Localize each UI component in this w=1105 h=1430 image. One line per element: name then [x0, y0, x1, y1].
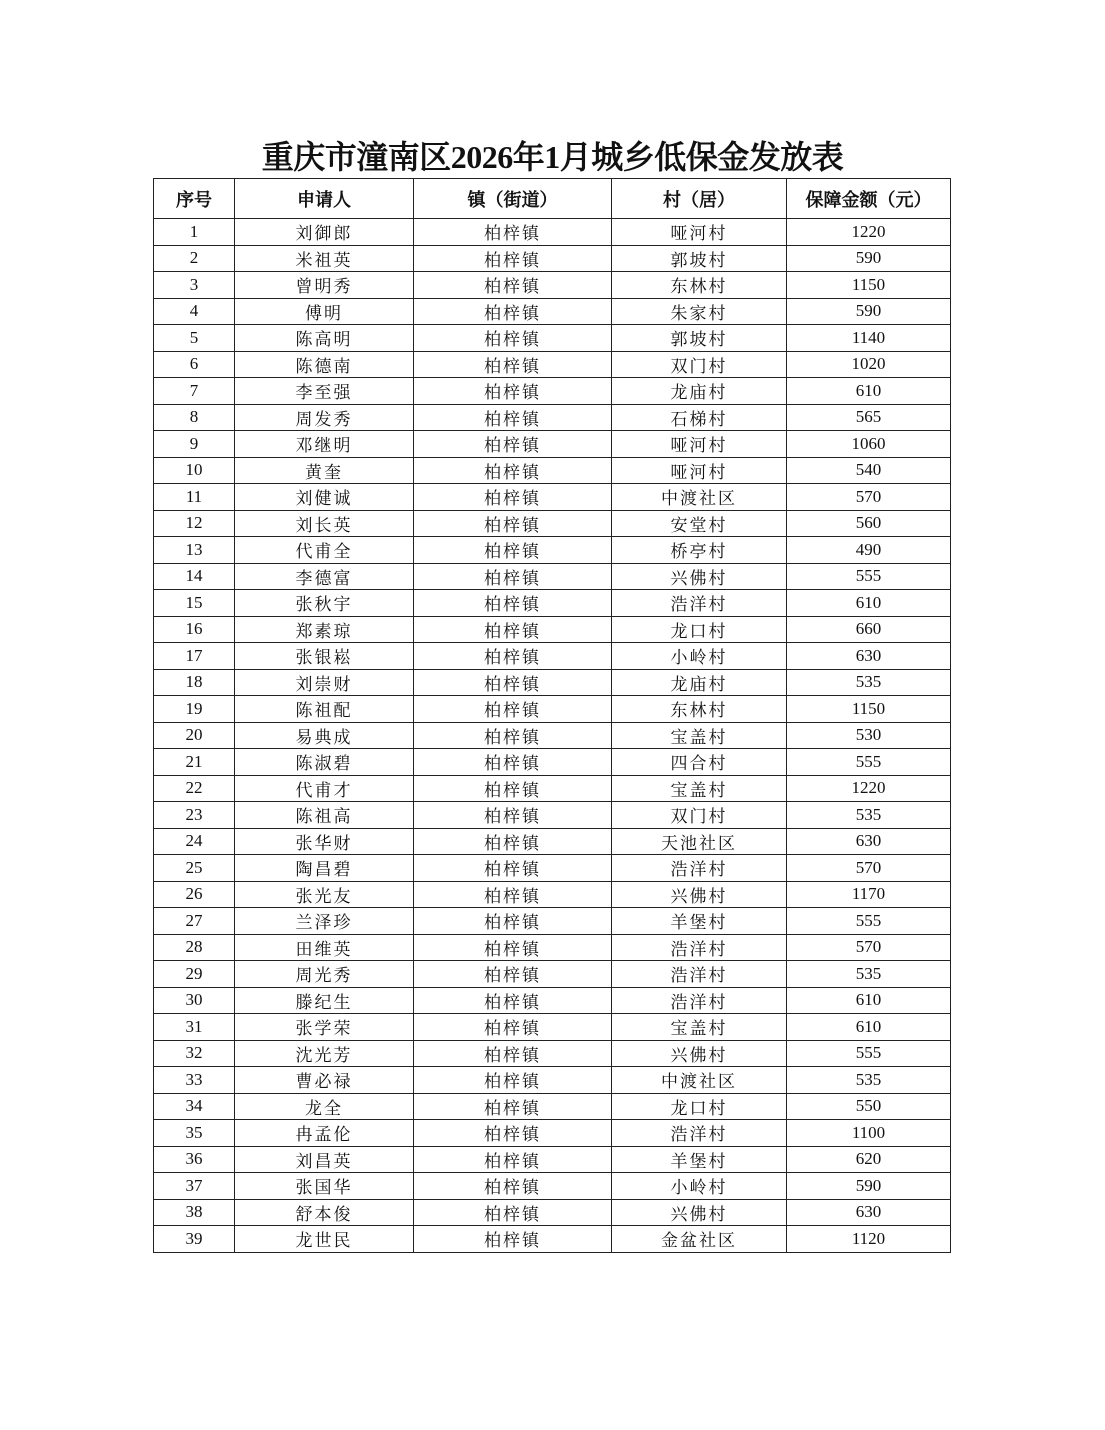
- cell-village: 哑河村: [612, 431, 787, 458]
- cell-village: 双门村: [612, 351, 787, 378]
- cell-index: 16: [154, 616, 235, 643]
- table-row: [154, 1093, 951, 1120]
- cell-index: 18: [154, 669, 235, 696]
- table-row: [154, 537, 951, 564]
- cell-town: 柏梓镇: [414, 431, 612, 458]
- cell-village: 哑河村: [612, 219, 787, 246]
- cell-applicant: 黄奎: [235, 457, 414, 484]
- cell-applicant: 郑素琼: [235, 616, 414, 643]
- cell-village: 浩洋村: [612, 961, 787, 988]
- cell-town: 柏梓镇: [414, 1120, 612, 1147]
- cell-applicant: 傅明: [235, 298, 414, 325]
- cell-applicant: 米祖英: [235, 245, 414, 272]
- cell-amount: 555: [787, 908, 951, 935]
- cell-applicant: 陶昌碧: [235, 855, 414, 882]
- cell-amount: 555: [787, 1040, 951, 1067]
- table-row: [154, 616, 951, 643]
- cell-amount: 535: [787, 802, 951, 829]
- cell-town: 柏梓镇: [414, 298, 612, 325]
- cell-amount: 1150: [787, 696, 951, 723]
- table-row: [154, 590, 951, 617]
- cell-index: 38: [154, 1199, 235, 1226]
- table-row: [154, 378, 951, 405]
- cell-applicant: 舒本俊: [235, 1199, 414, 1226]
- table-row: [154, 828, 951, 855]
- cell-amount: 490: [787, 537, 951, 564]
- table-row: [154, 855, 951, 882]
- cell-index: 12: [154, 510, 235, 537]
- cell-index: 26: [154, 881, 235, 908]
- cell-amount: 570: [787, 855, 951, 882]
- cell-applicant: 兰泽珍: [235, 908, 414, 935]
- cell-town: 柏梓镇: [414, 749, 612, 776]
- cell-town: 柏梓镇: [414, 537, 612, 564]
- cell-amount: 555: [787, 749, 951, 776]
- cell-index: 5: [154, 325, 235, 352]
- cell-amount: 630: [787, 643, 951, 670]
- cell-applicant: 张国华: [235, 1173, 414, 1200]
- cell-index: 9: [154, 431, 235, 458]
- cell-applicant: 冉孟伦: [235, 1120, 414, 1147]
- cell-town: 柏梓镇: [414, 325, 612, 352]
- cell-amount: 540: [787, 457, 951, 484]
- table-row: [154, 484, 951, 511]
- header-amount: 保障金额（元）: [787, 179, 951, 219]
- table-row: [154, 669, 951, 696]
- cell-applicant: 曾明秀: [235, 272, 414, 299]
- table-row: [154, 1040, 951, 1067]
- table-row: [154, 802, 951, 829]
- cell-amount: 570: [787, 484, 951, 511]
- table-body: [154, 219, 951, 1253]
- document-title: 重庆市潼南区2026年1月城乡低保金发放表: [261, 139, 844, 175]
- cell-village: 金盆社区: [612, 1226, 787, 1253]
- cell-index: 4: [154, 298, 235, 325]
- cell-village: 小岭村: [612, 1173, 787, 1200]
- cell-amount: 530: [787, 722, 951, 749]
- cell-applicant: 易典成: [235, 722, 414, 749]
- cell-town: 柏梓镇: [414, 245, 612, 272]
- cell-village: 浩洋村: [612, 1120, 787, 1147]
- cell-town: 柏梓镇: [414, 590, 612, 617]
- cell-applicant: 周光秀: [235, 961, 414, 988]
- cell-town: 柏梓镇: [414, 775, 612, 802]
- cell-index: 36: [154, 1146, 235, 1173]
- cell-village: 浩洋村: [612, 934, 787, 961]
- header-index: 序号: [154, 179, 235, 219]
- cell-town: 柏梓镇: [414, 1226, 612, 1253]
- cell-index: 11: [154, 484, 235, 511]
- cell-index: 1: [154, 219, 235, 246]
- cell-town: 柏梓镇: [414, 1199, 612, 1226]
- cell-town: 柏梓镇: [414, 855, 612, 882]
- cell-village: 桥亭村: [612, 537, 787, 564]
- cell-village: 兴佛村: [612, 881, 787, 908]
- table-row: [154, 431, 951, 458]
- cell-applicant: 滕纪生: [235, 987, 414, 1014]
- cell-index: 22: [154, 775, 235, 802]
- cell-index: 27: [154, 908, 235, 935]
- cell-applicant: 龙世民: [235, 1226, 414, 1253]
- cell-town: 柏梓镇: [414, 881, 612, 908]
- table-row: [154, 325, 951, 352]
- cell-applicant: 龙全: [235, 1093, 414, 1120]
- table-header-row: [154, 179, 951, 219]
- cell-applicant: 张华财: [235, 828, 414, 855]
- cell-index: 17: [154, 643, 235, 670]
- cell-town: 柏梓镇: [414, 828, 612, 855]
- cell-applicant: 陈高明: [235, 325, 414, 352]
- cell-applicant: 曹必禄: [235, 1067, 414, 1094]
- cell-village: 中渡社区: [612, 1067, 787, 1094]
- cell-applicant: 代甫才: [235, 775, 414, 802]
- cell-village: 哑河村: [612, 457, 787, 484]
- table-row: [154, 908, 951, 935]
- cell-applicant: 张秋宇: [235, 590, 414, 617]
- table-row: [154, 1014, 951, 1041]
- cell-town: 柏梓镇: [414, 1093, 612, 1120]
- cell-amount: 610: [787, 987, 951, 1014]
- cell-town: 柏梓镇: [414, 378, 612, 405]
- cell-village: 东林村: [612, 696, 787, 723]
- cell-amount: 555: [787, 563, 951, 590]
- cell-village: 宝盖村: [612, 722, 787, 749]
- table-row: [154, 696, 951, 723]
- cell-index: 21: [154, 749, 235, 776]
- cell-index: 24: [154, 828, 235, 855]
- cell-applicant: 陈德南: [235, 351, 414, 378]
- cell-index: 10: [154, 457, 235, 484]
- cell-index: 25: [154, 855, 235, 882]
- cell-village: 双门村: [612, 802, 787, 829]
- cell-index: 3: [154, 272, 235, 299]
- cell-town: 柏梓镇: [414, 802, 612, 829]
- cell-index: 34: [154, 1093, 235, 1120]
- table-row: [154, 457, 951, 484]
- cell-applicant: 刘长英: [235, 510, 414, 537]
- table-row: [154, 272, 951, 299]
- cell-index: 29: [154, 961, 235, 988]
- cell-town: 柏梓镇: [414, 563, 612, 590]
- cell-amount: 1020: [787, 351, 951, 378]
- cell-town: 柏梓镇: [414, 1014, 612, 1041]
- cell-village: 浩洋村: [612, 855, 787, 882]
- table-row: [154, 881, 951, 908]
- cell-town: 柏梓镇: [414, 934, 612, 961]
- cell-village: 龙口村: [612, 1093, 787, 1120]
- cell-index: 30: [154, 987, 235, 1014]
- cell-applicant: 代甫全: [235, 537, 414, 564]
- cell-index: 32: [154, 1040, 235, 1067]
- cell-applicant: 李至强: [235, 378, 414, 405]
- cell-index: 8: [154, 404, 235, 431]
- table-row: [154, 1173, 951, 1200]
- header-town: 镇（街道）: [414, 179, 612, 219]
- cell-amount: 590: [787, 1173, 951, 1200]
- table-row: [154, 749, 951, 776]
- cell-index: 7: [154, 378, 235, 405]
- cell-village: 兴佛村: [612, 1040, 787, 1067]
- cell-amount: 1120: [787, 1226, 951, 1253]
- cell-village: 郭坡村: [612, 245, 787, 272]
- cell-village: 宝盖村: [612, 775, 787, 802]
- cell-applicant: 邓继明: [235, 431, 414, 458]
- cell-town: 柏梓镇: [414, 404, 612, 431]
- table-row: [154, 775, 951, 802]
- cell-town: 柏梓镇: [414, 272, 612, 299]
- table-row: [154, 961, 951, 988]
- cell-amount: 630: [787, 828, 951, 855]
- cell-index: 35: [154, 1120, 235, 1147]
- cell-index: 23: [154, 802, 235, 829]
- cell-town: 柏梓镇: [414, 908, 612, 935]
- cell-town: 柏梓镇: [414, 987, 612, 1014]
- cell-applicant: 周发秀: [235, 404, 414, 431]
- cell-amount: 610: [787, 1014, 951, 1041]
- cell-amount: 1170: [787, 881, 951, 908]
- cell-village: 中渡社区: [612, 484, 787, 511]
- table-row: [154, 934, 951, 961]
- cell-town: 柏梓镇: [414, 643, 612, 670]
- cell-index: 13: [154, 537, 235, 564]
- cell-village: 安堂村: [612, 510, 787, 537]
- cell-index: 14: [154, 563, 235, 590]
- cell-town: 柏梓镇: [414, 510, 612, 537]
- cell-amount: 550: [787, 1093, 951, 1120]
- cell-applicant: 李德富: [235, 563, 414, 590]
- cell-village: 天池社区: [612, 828, 787, 855]
- cell-index: 33: [154, 1067, 235, 1094]
- cell-applicant: 陈祖配: [235, 696, 414, 723]
- table-row: [154, 219, 951, 246]
- table-row: [154, 1199, 951, 1226]
- cell-village: 东林村: [612, 272, 787, 299]
- cell-town: 柏梓镇: [414, 1040, 612, 1067]
- cell-applicant: 刘御郎: [235, 219, 414, 246]
- cell-index: 37: [154, 1173, 235, 1200]
- table-row: [154, 563, 951, 590]
- cell-amount: 1150: [787, 272, 951, 299]
- cell-amount: 630: [787, 1199, 951, 1226]
- cell-applicant: 沈光芳: [235, 1040, 414, 1067]
- cell-town: 柏梓镇: [414, 219, 612, 246]
- cell-index: 39: [154, 1226, 235, 1253]
- cell-town: 柏梓镇: [414, 669, 612, 696]
- cell-index: 19: [154, 696, 235, 723]
- cell-applicant: 张学荣: [235, 1014, 414, 1041]
- table-row: [154, 245, 951, 272]
- cell-applicant: 刘昌英: [235, 1146, 414, 1173]
- cell-village: 龙口村: [612, 616, 787, 643]
- header-village: 村（居）: [612, 179, 787, 219]
- cell-amount: 610: [787, 378, 951, 405]
- cell-amount: 1060: [787, 431, 951, 458]
- cell-town: 柏梓镇: [414, 457, 612, 484]
- cell-amount: 660: [787, 616, 951, 643]
- cell-amount: 1220: [787, 219, 951, 246]
- cell-village: 羊堡村: [612, 1146, 787, 1173]
- cell-applicant: 张银崧: [235, 643, 414, 670]
- cell-village: 龙庙村: [612, 669, 787, 696]
- cell-town: 柏梓镇: [414, 1067, 612, 1094]
- allowance-table: [153, 178, 951, 1253]
- cell-index: 15: [154, 590, 235, 617]
- cell-village: 石梯村: [612, 404, 787, 431]
- cell-amount: 1140: [787, 325, 951, 352]
- cell-village: 小岭村: [612, 643, 787, 670]
- cell-village: 浩洋村: [612, 590, 787, 617]
- cell-town: 柏梓镇: [414, 484, 612, 511]
- cell-town: 柏梓镇: [414, 1173, 612, 1200]
- cell-amount: 590: [787, 245, 951, 272]
- cell-town: 柏梓镇: [414, 722, 612, 749]
- cell-amount: 1220: [787, 775, 951, 802]
- cell-village: 郭坡村: [612, 325, 787, 352]
- cell-amount: 620: [787, 1146, 951, 1173]
- cell-index: 6: [154, 351, 235, 378]
- cell-index: 28: [154, 934, 235, 961]
- table-row: [154, 298, 951, 325]
- cell-village: 朱家村: [612, 298, 787, 325]
- table-row: [154, 510, 951, 537]
- cell-amount: 570: [787, 934, 951, 961]
- cell-amount: 535: [787, 669, 951, 696]
- cell-applicant: 刘健诚: [235, 484, 414, 511]
- cell-town: 柏梓镇: [414, 1146, 612, 1173]
- table-row: [154, 1146, 951, 1173]
- cell-applicant: 刘崇财: [235, 669, 414, 696]
- cell-applicant: 张光友: [235, 881, 414, 908]
- cell-amount: 1100: [787, 1120, 951, 1147]
- cell-index: 2: [154, 245, 235, 272]
- cell-applicant: 陈淑碧: [235, 749, 414, 776]
- table-row: [154, 1120, 951, 1147]
- cell-applicant: 田维英: [235, 934, 414, 961]
- cell-amount: 610: [787, 590, 951, 617]
- table-row: [154, 987, 951, 1014]
- cell-village: 龙庙村: [612, 378, 787, 405]
- table-row: [154, 404, 951, 431]
- cell-applicant: 陈祖高: [235, 802, 414, 829]
- cell-village: 四合村: [612, 749, 787, 776]
- table-row: [154, 351, 951, 378]
- table-row: [154, 722, 951, 749]
- cell-town: 柏梓镇: [414, 696, 612, 723]
- cell-amount: 535: [787, 961, 951, 988]
- cell-village: 兴佛村: [612, 563, 787, 590]
- table-row: [154, 1067, 951, 1094]
- header-applicant: 申请人: [235, 179, 414, 219]
- table-row: [154, 643, 951, 670]
- cell-village: 浩洋村: [612, 987, 787, 1014]
- table-row: [154, 1226, 951, 1253]
- cell-village: 兴佛村: [612, 1199, 787, 1226]
- cell-town: 柏梓镇: [414, 351, 612, 378]
- cell-index: 20: [154, 722, 235, 749]
- cell-amount: 560: [787, 510, 951, 537]
- cell-village: 羊堡村: [612, 908, 787, 935]
- cell-index: 31: [154, 1014, 235, 1041]
- cell-town: 柏梓镇: [414, 961, 612, 988]
- cell-amount: 590: [787, 298, 951, 325]
- cell-village: 宝盖村: [612, 1014, 787, 1041]
- cell-amount: 565: [787, 404, 951, 431]
- cell-town: 柏梓镇: [414, 616, 612, 643]
- cell-amount: 535: [787, 1067, 951, 1094]
